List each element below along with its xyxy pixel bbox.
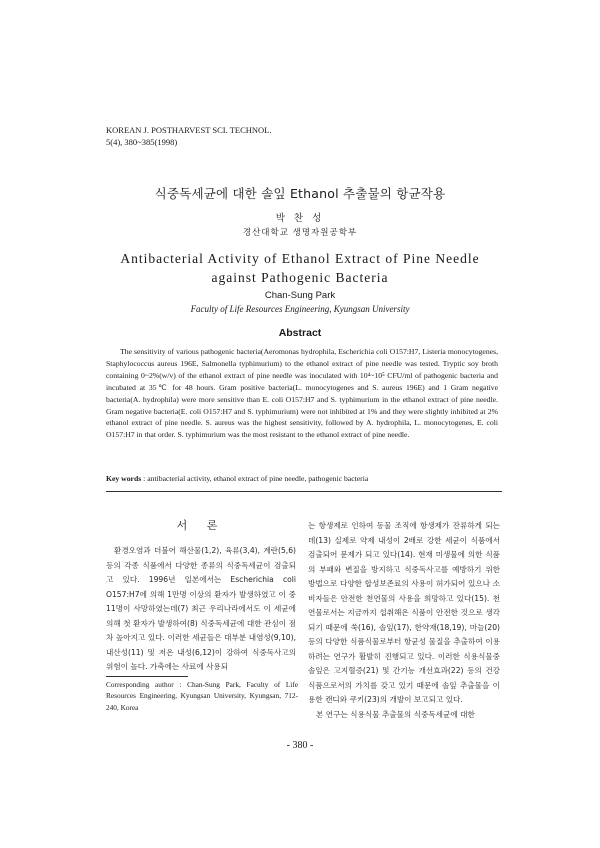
body-paragraph: 는 항생제로 인하여 동물 조직에 항생제가 잔류하게 되는데(13) 실제로 약제 내성이 2배로 강한 세균이 식품에서 검출되어 문제가 되고 있다(14). 현재 미생물에 의한 식품의 부패와 변질을 방지하고 식중독사고를 예방하기 위한 방법으로 다양한 합성보존료의 사용이 허가되어 있으나 소비자들은 안전한 천연물의 사용을 희망하고 있다(15). 천연물로서는 지금까지 섭취해온 식품이 안전한 것으로 생각되기 때문에 쑥(16), 솔잎(17), 한약재(18,19), 마늘(20) 등의 다양한 식품식물로부터 항균성 물질을 추출하여 이용하려는 연구가 활발히 진행되고 있다. 이러한 식용식물중 솔잎은 고지혈증(21) 및 간기능 개선효과(22) 등의 건강식품으로서의 가치를 갖고 있기 때문에 솔잎 추출물을 이용한 캔디와 쿠키(23)의 개발이 보고되고 있다. [308, 521, 500, 704]
footnote-rule [106, 676, 188, 677]
keywords-text: : antibacterial activity, ethanol extract of pine needle, pathogenic bacteria [143, 474, 369, 483]
corresponding-author-footnote: Corresponding author : Chan-Sung Park, Faculty of Life Resources Engineering, Kyungsan University, Kyungsan, 712-240, Korea [106, 680, 298, 712]
journal-citation [106, 124, 271, 148]
abstract-body [106, 346, 498, 441]
section-heading-introduction: 서 론 [176, 519, 226, 532]
body-paragraph: 본 연구는 식용식물 추출물의 식중독세균에 대한 [316, 709, 475, 719]
english-title-line2: against Pathogenic Bacteria [211, 270, 389, 285]
abstract-heading: Abstract [278, 327, 322, 339]
english-title [0, 249, 600, 287]
journal-volume: 5(4), 380~385(1998) [106, 137, 178, 147]
body-column-left [106, 544, 296, 675]
english-author: Chan-Sung Park [264, 290, 336, 301]
english-affiliation: Faculty of Life Resources Engineering, Kyungsan University [190, 304, 410, 314]
korean-author: 박 찬 성 [275, 213, 325, 224]
section-divider [106, 491, 502, 492]
abstract-text: The sensitivity of various pathogenic bacteria(Aeromonas hydrophila, Escherichia coli O157:H7, Listeria monocytogenes, Staphylococcus aureus 196E, Salmonella typhimurium) to the ethanol extract of pine needle was tested. Tryptic soy broth containing 0~2%(w/v) of the ethanol extract of pine needle was inoculated with 10⁴~10⁵ CFU/ml of pathogenic bacteria and incubated at 35℃ for 48 hours. Gram positive bacteria(L. monocytogenes and S. aureus 196E) and 1 Gram negative bacteria(A. hydrophila) were more sensitive than E. coli O157:H7 and S. typhimurium in the ethanol extract of pine needle. Gram negative bacteria(E. coli O157:H7 and S. typhimurium) were not inhibited at 1% and they were slightly inhibited at 2% ethanol extract of pine needle. S. aureus was the highest sensitivity, followed by A. hydrophila, L. monocytogenes, E. coli O157:H7 in that order. S. typhimurium was the most resistant to the ethanol extract of pine needle. [106, 347, 498, 440]
journal-name: KOREAN J. POSTHARVEST SCI. TECHNOL. [106, 125, 272, 135]
korean-affiliation: 경산대학교 생명자원공학부 [242, 228, 358, 238]
keywords-label: Key words [106, 474, 142, 483]
english-title-line1: Antibacterial Activity of Ethanol Extract of Pine Needle [120, 251, 480, 266]
body-paragraph: 환경오염과 더불어 해산물(1,2), 육류(3,4), 계란(5,6) 등의 각종 식품에서 다양한 종류의 식중독세균이 검출되고 있다. 1996년 일본에서는 Escherichia coli O157:H7에 의해 1만명 이상의 환자가 발생하였고 이 중 11명이 사망하였는데(7) 최근 우리나라에서도 이 세균에 의해 첫 환자가 발생하여(8) 식중독세균에 대한 관심이 점차 높아지고 있다. 이러한 세균들은 대부분 내염성(9,10), 내산성(11) 및 저온 내성(6,12)이 강하여 식중독사고의 위험이 높다. 가축에는 사료에 사용되 [106, 546, 296, 671]
body-column-right [308, 519, 500, 722]
page-number: - 380 - [286, 740, 314, 751]
keywords [106, 473, 506, 484]
korean-title: 식중독세균에 대한 솔잎 Ethanol 추출물의 항균작용 [154, 186, 446, 201]
